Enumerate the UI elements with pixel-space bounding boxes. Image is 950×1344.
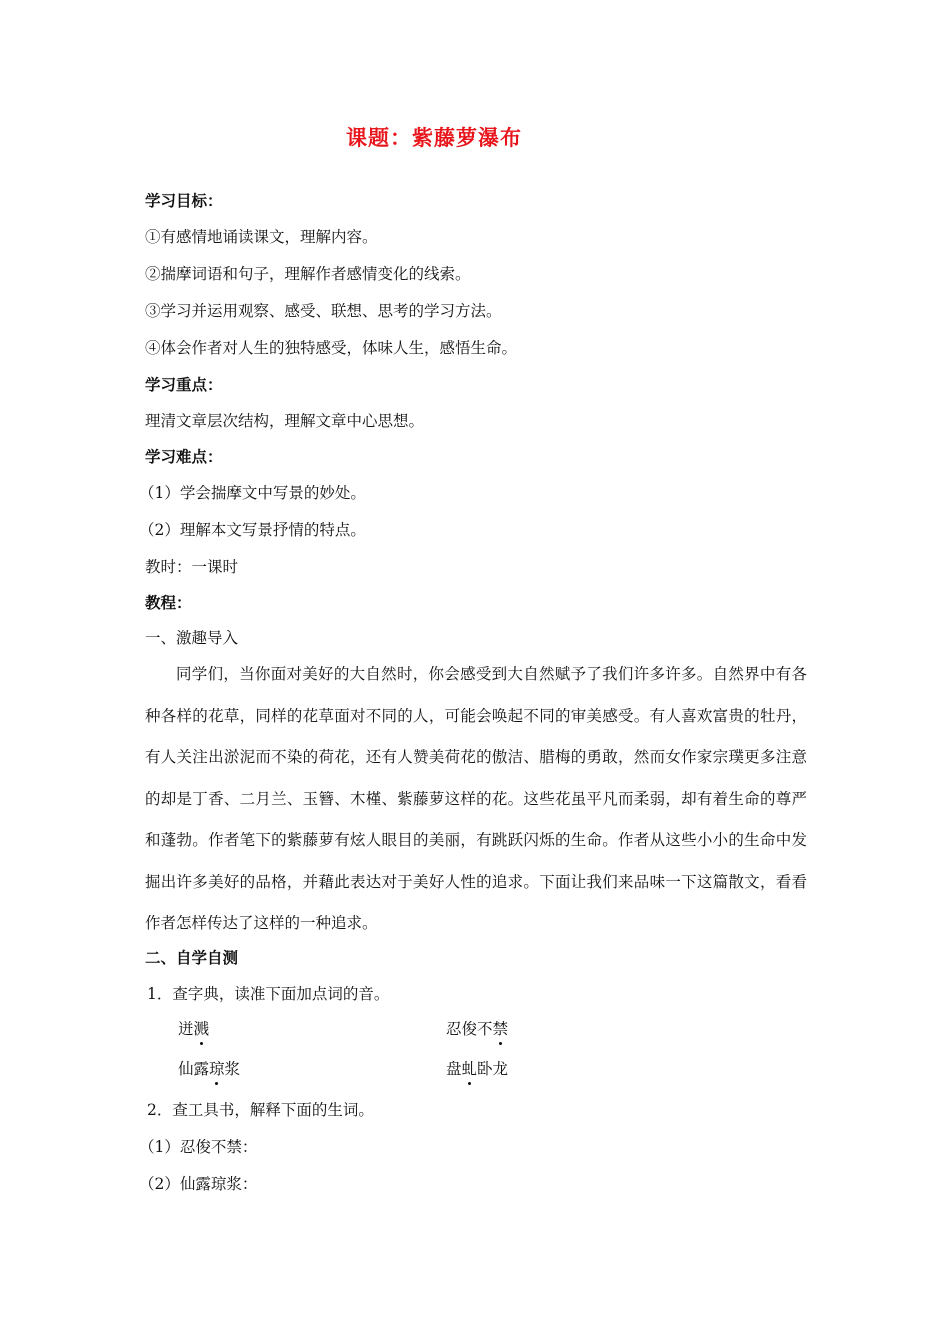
question-2: 2．查工具书，解释下面的生词。 (147, 1101, 374, 1119)
word-char: 忍俊不 (446, 1020, 493, 1038)
lesson-title: 课题：紫藤萝瀑布 (346, 125, 522, 150)
word-item (446, 1019, 508, 1039)
word-char: 盘 (446, 1060, 462, 1078)
difficulty-item: （2）理解本文写景抒情的特点。 (139, 521, 366, 539)
word-item (178, 1059, 240, 1079)
objective-item: ②揣摩词语和句子，理解作者感情变化的线索。 (145, 265, 471, 283)
intro-paragraph: 同学们，当你面对美好的大自然时，你会感受到大自然赋予了我们许多许多。自然界中有各种各样的花草，同样的花草面对不同的人，可能会唤起不同的审美感受。有人喜欢富贵的牡丹，有人关注出淤泥而不染的荷花，还有人赞美荷花的傲洁、腊梅的勇敢，然而女作家宗璞更多注意的却是丁香、二月兰、玉簪、木槿、紫藤萝这样的花。这些花虽平凡而柔弱，却有着生命的尊严和蓬勃。作者笔下的紫藤萝有炫人眼目的美丽，有跳跃闪烁的生命。作者从这些小小的生命中发掘出许多美好的品格，并藉此表达对于美好人性的追求。下面让我们来品味一下这篇散文，看看作者怎样传达了这样的一种追求。 (145, 665, 807, 932)
difficulties-heading: 学习难点： (145, 447, 223, 466)
difficulty-item: （1）学会揣摩文中写景的妙处。 (139, 484, 366, 502)
word-char: 卧龙 (477, 1060, 509, 1078)
q2-item: （1）忍俊不禁： (139, 1138, 258, 1156)
key-points-text: 理清文章层次结构，理解文章中心思想。 (145, 412, 425, 430)
q2-item: （2）仙露琼浆： (139, 1175, 258, 1193)
word-char: 迸 (178, 1020, 194, 1038)
dotted-char: 虬 (461, 1060, 478, 1078)
question-1: 1．查字典，读准下面加点词的音。 (147, 985, 390, 1003)
dotted-char: 溅 (193, 1020, 210, 1038)
dotted-char: 琼 (209, 1060, 225, 1078)
dotted-char: 禁 (492, 1020, 509, 1038)
process-heading: 教程： (145, 593, 192, 612)
section2-heading: 二、自学自测 (145, 948, 239, 967)
class-time: 教时：一课时 (145, 558, 239, 576)
objective-item: ④体会作者对人生的独特感受，体味人生，感悟生命。 (145, 339, 518, 357)
objectives-heading: 学习目标： (145, 191, 223, 210)
word-char: 仙露 (178, 1060, 210, 1078)
key-points-heading: 学习重点： (145, 375, 223, 394)
word-item (178, 1019, 209, 1039)
word-item (446, 1059, 508, 1079)
objective-item: ①有感情地诵读课文，理解内容。 (145, 228, 378, 246)
section1-heading: 一、激趣导入 (145, 629, 239, 647)
word-char: 浆 (224, 1060, 241, 1078)
objective-item: ③学习并运用观察、感受、联想、思考的学习方法。 (145, 302, 502, 320)
